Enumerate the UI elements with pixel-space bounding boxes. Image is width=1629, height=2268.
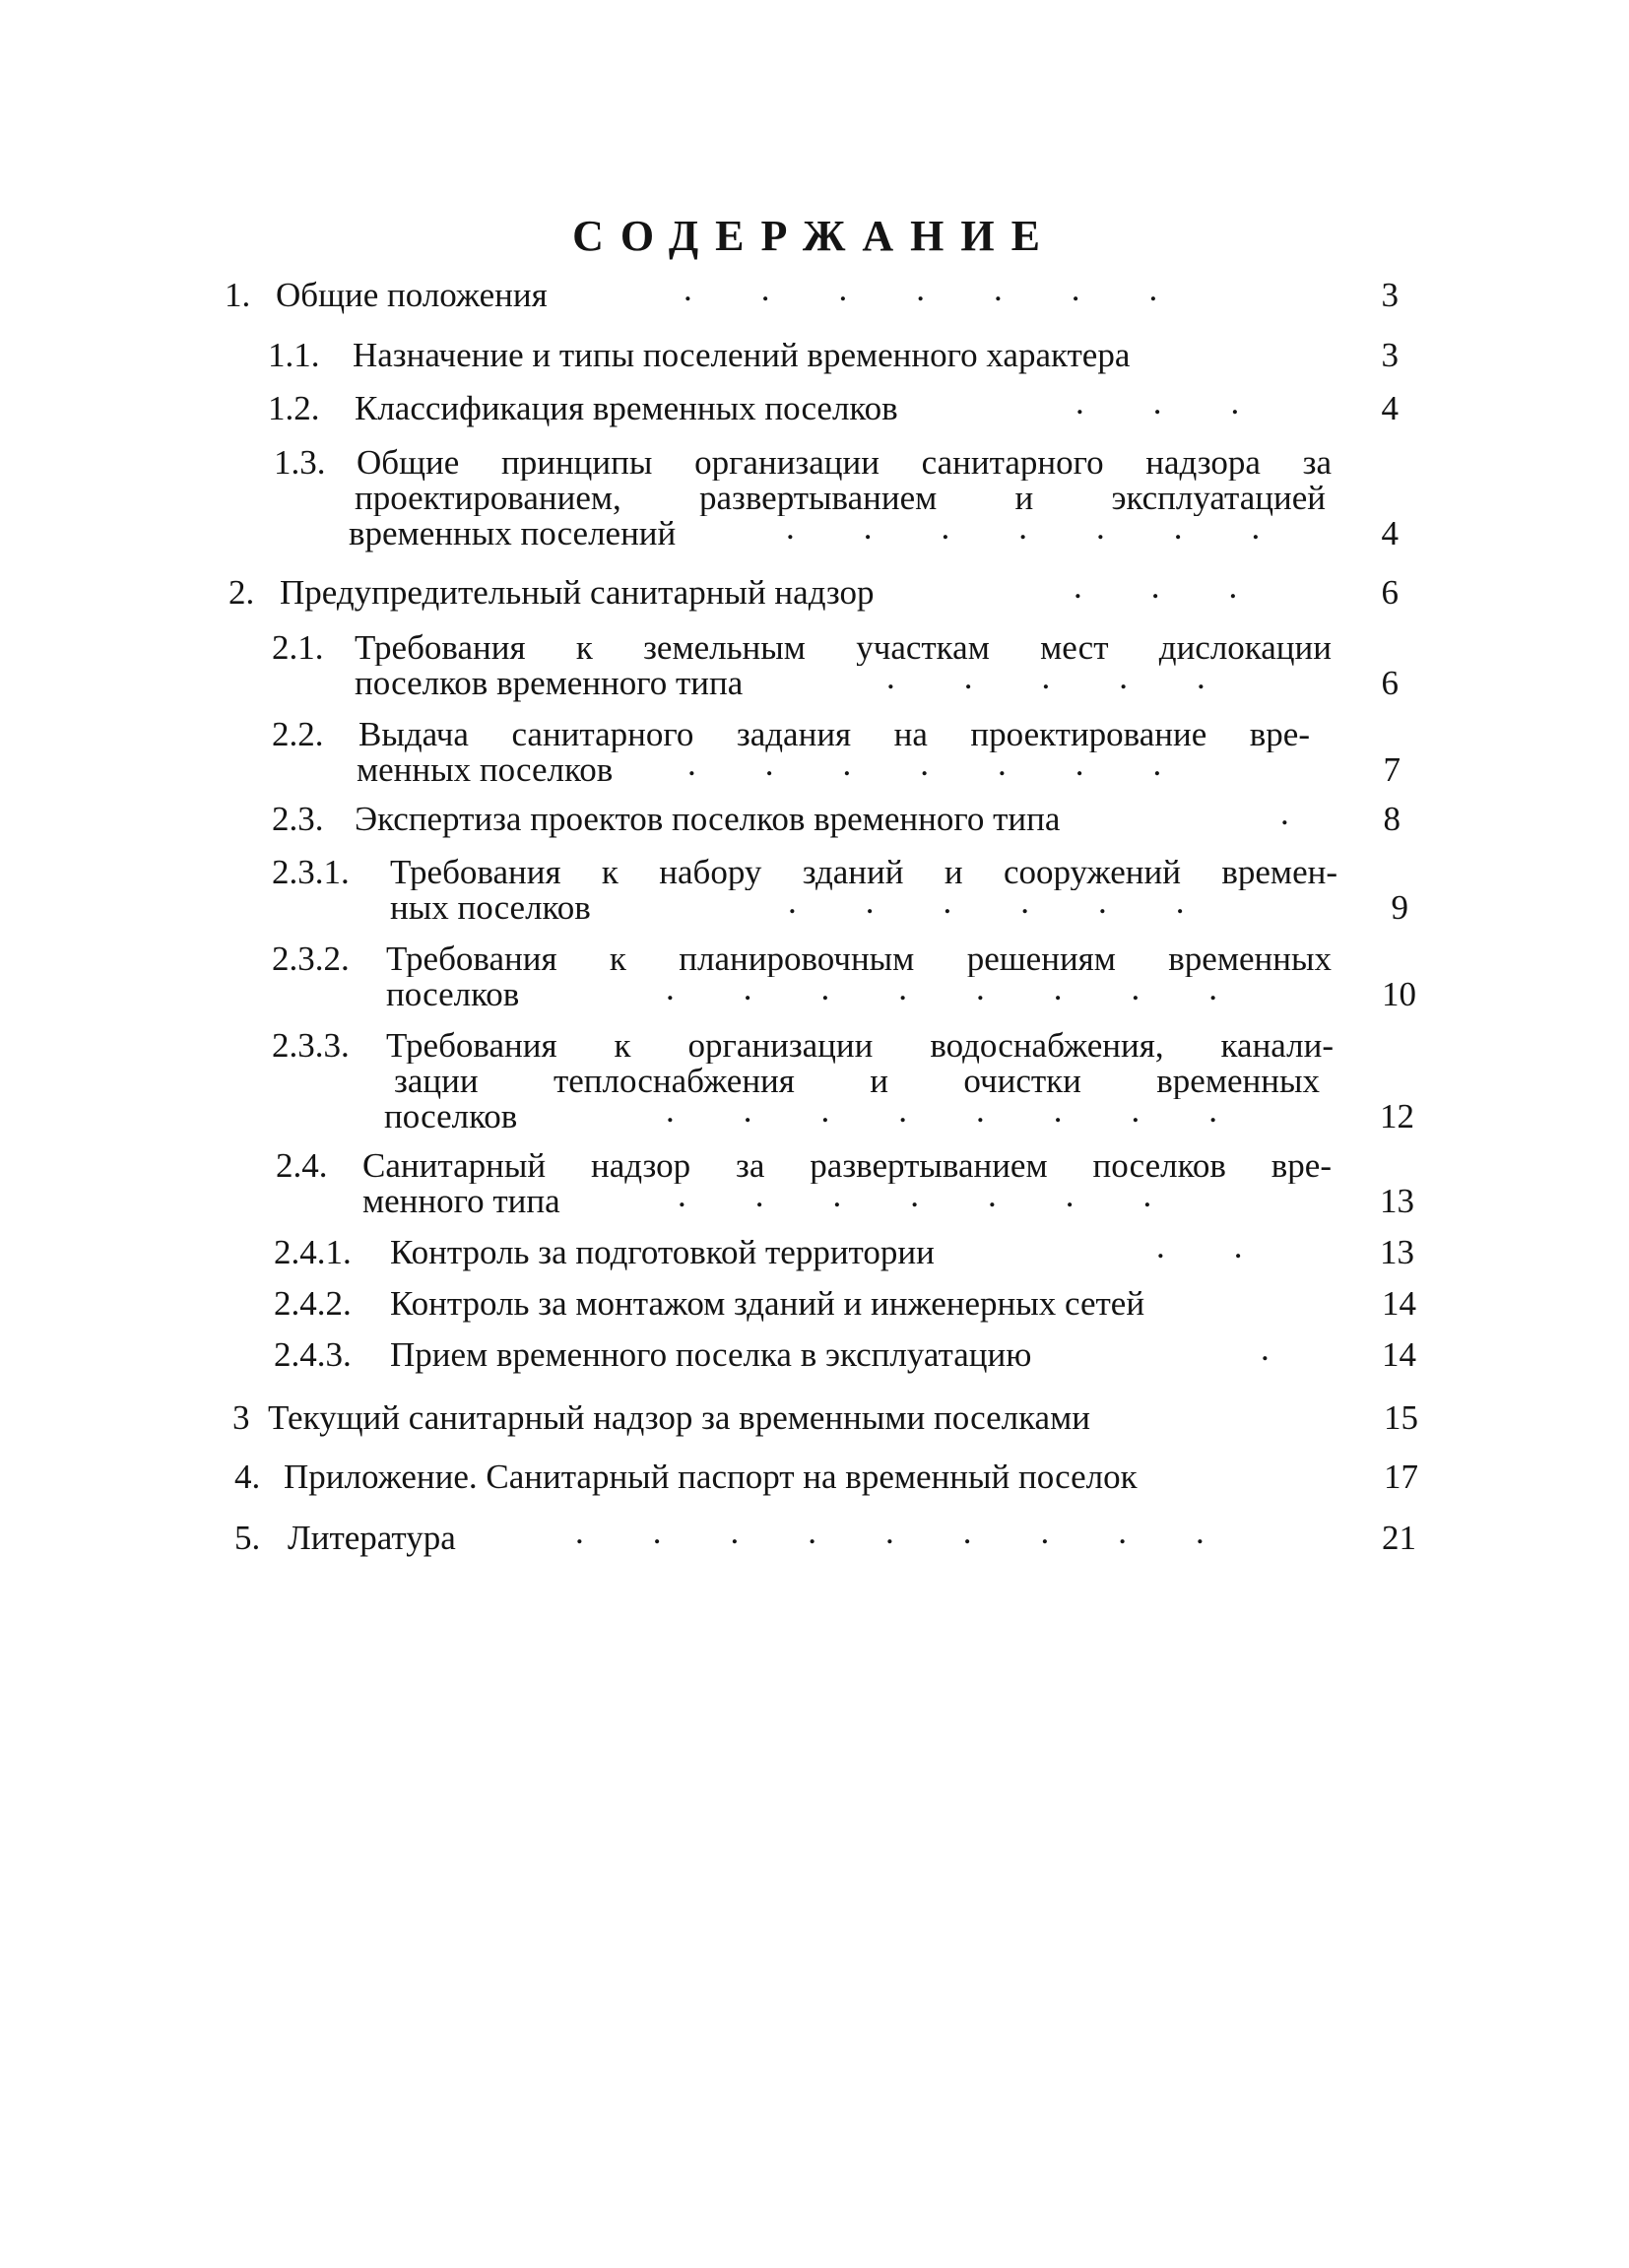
entry-title: Литература (288, 1519, 456, 1557)
entry-number: 2.3. (272, 800, 324, 838)
entry-title-line-2: поселков временного типа (355, 664, 744, 702)
entry-page: 8 (1383, 800, 1401, 838)
entry-page: 14 (1382, 1335, 1416, 1374)
entry-title-line-1: Выдача санитарного задания на проектирование вре- (358, 717, 1310, 752)
entry-number: 2.1. (272, 628, 324, 667)
entry-title: Прием временного поселка в эксплуатацию (390, 1335, 1032, 1374)
entry-title-line-3: поселков (384, 1097, 518, 1135)
entry-page: 6 (1381, 573, 1399, 612)
entry-title-line-1: Требования к набору зданий и сооружений времен- (390, 855, 1337, 890)
entry-number: 2.2. (272, 715, 324, 753)
entry-page: 3 (1381, 276, 1399, 314)
entry-title: Общие положения (276, 276, 548, 314)
leader-dots: . . . . . . . (684, 270, 1158, 308)
entry-title: Классификация временных поселков (355, 389, 898, 427)
entry-title: Контроль за монтажом зданий и инженерных сетей (390, 1284, 1145, 1323)
leader-dots: . . . . . . . (678, 1176, 1152, 1214)
entry-page: 10 (1382, 975, 1416, 1013)
leader-dots: . (1280, 794, 1289, 832)
entry-number: 2. (228, 573, 255, 612)
entry-title-line-1: Требования к земельным участкам мест дислокации (355, 630, 1332, 666)
entry-page: 15 (1384, 1398, 1418, 1437)
entry-number: 2.3.2. (272, 940, 350, 978)
page-title: СОДЕРЖАНИЕ (572, 212, 1057, 260)
leader-dots: . . . (1074, 567, 1238, 606)
entry-number: 3 (232, 1398, 250, 1437)
entry-number: 1.1. (268, 336, 320, 374)
entry-page: 13 (1380, 1233, 1414, 1271)
leader-dots: . . . . . . . . (666, 1091, 1217, 1130)
entry-title-line-2: ных поселков (390, 888, 591, 927)
entry-number: 1. (225, 276, 251, 314)
leader-dots: . . . . . . . (687, 745, 1162, 783)
leader-dots: . . . . . . . . . (575, 1513, 1205, 1551)
entry-page: 6 (1381, 664, 1399, 702)
entry-number: 2.4. (276, 1146, 328, 1185)
entry-page: 13 (1380, 1182, 1414, 1220)
entry-page: 9 (1391, 888, 1408, 927)
entry-page: 12 (1380, 1097, 1414, 1135)
entry-number: 2.3.3. (272, 1026, 350, 1065)
entry-title-line-2: менных поселков (357, 750, 614, 789)
entry-title: Приложение. Санитарный паспорт на временный поселок (284, 1458, 1138, 1496)
entry-number: 5. (234, 1519, 261, 1557)
entry-page: 3 (1381, 336, 1399, 374)
leader-dots: . . . . . . . (786, 508, 1261, 547)
entry-title-line-2: поселков (386, 975, 520, 1013)
entry-number: 4. (234, 1458, 261, 1496)
entry-title: Текущий санитарный надзор за временными поселками (268, 1398, 1090, 1437)
entry-number: 1.2. (268, 389, 320, 427)
entry-page: 4 (1381, 514, 1399, 552)
entry-title-line-2: менного типа (362, 1182, 560, 1220)
entry-page: 14 (1382, 1284, 1416, 1323)
entry-page: 21 (1382, 1519, 1416, 1557)
leader-dots: . . . . . . (788, 882, 1185, 921)
entry-number: 1.3. (274, 443, 326, 482)
entry-title-line-2: зации теплоснабжения и очистки временных (394, 1064, 1320, 1099)
leader-dots: . . (1156, 1227, 1243, 1265)
entry-title-line-2: проектированием, развертыванием и эксплуатацией (355, 481, 1326, 516)
leader-dots: . . . (1075, 383, 1240, 421)
entry-number: 2.4.2. (274, 1284, 352, 1323)
entry-title-line-1: Требования к планировочным решениям временных (386, 941, 1332, 977)
entry-number: 2.4.1. (274, 1233, 352, 1271)
entry-page: 17 (1384, 1458, 1418, 1496)
entry-number: 2.4.3. (274, 1335, 352, 1374)
entry-title: Контроль за подготовкой территории (390, 1233, 935, 1271)
entry-page: 7 (1383, 750, 1401, 789)
entry-number: 2.3.1. (272, 853, 350, 891)
entry-page: 4 (1381, 389, 1399, 427)
leader-dots: . . . . . . . . (666, 969, 1217, 1007)
entry-title: Предупредительный санитарный надзор (280, 573, 875, 612)
entry-title: Экспертиза проектов поселков временного типа (355, 800, 1061, 838)
entry-title-line-1: Требования к организации водоснабжения, канали- (386, 1028, 1334, 1064)
leader-dots: . . . . . (886, 658, 1205, 696)
entry-title: Назначение и типы поселений временного характера (353, 336, 1131, 374)
entry-title-line-1: Санитарный надзор за развертыванием поселков вре- (362, 1148, 1332, 1184)
entry-title-line-1: Общие принципы организации санитарного надзора за (357, 445, 1332, 481)
entry-title-line-3: временных поселений (349, 514, 677, 552)
leader-dots: . (1261, 1329, 1270, 1368)
